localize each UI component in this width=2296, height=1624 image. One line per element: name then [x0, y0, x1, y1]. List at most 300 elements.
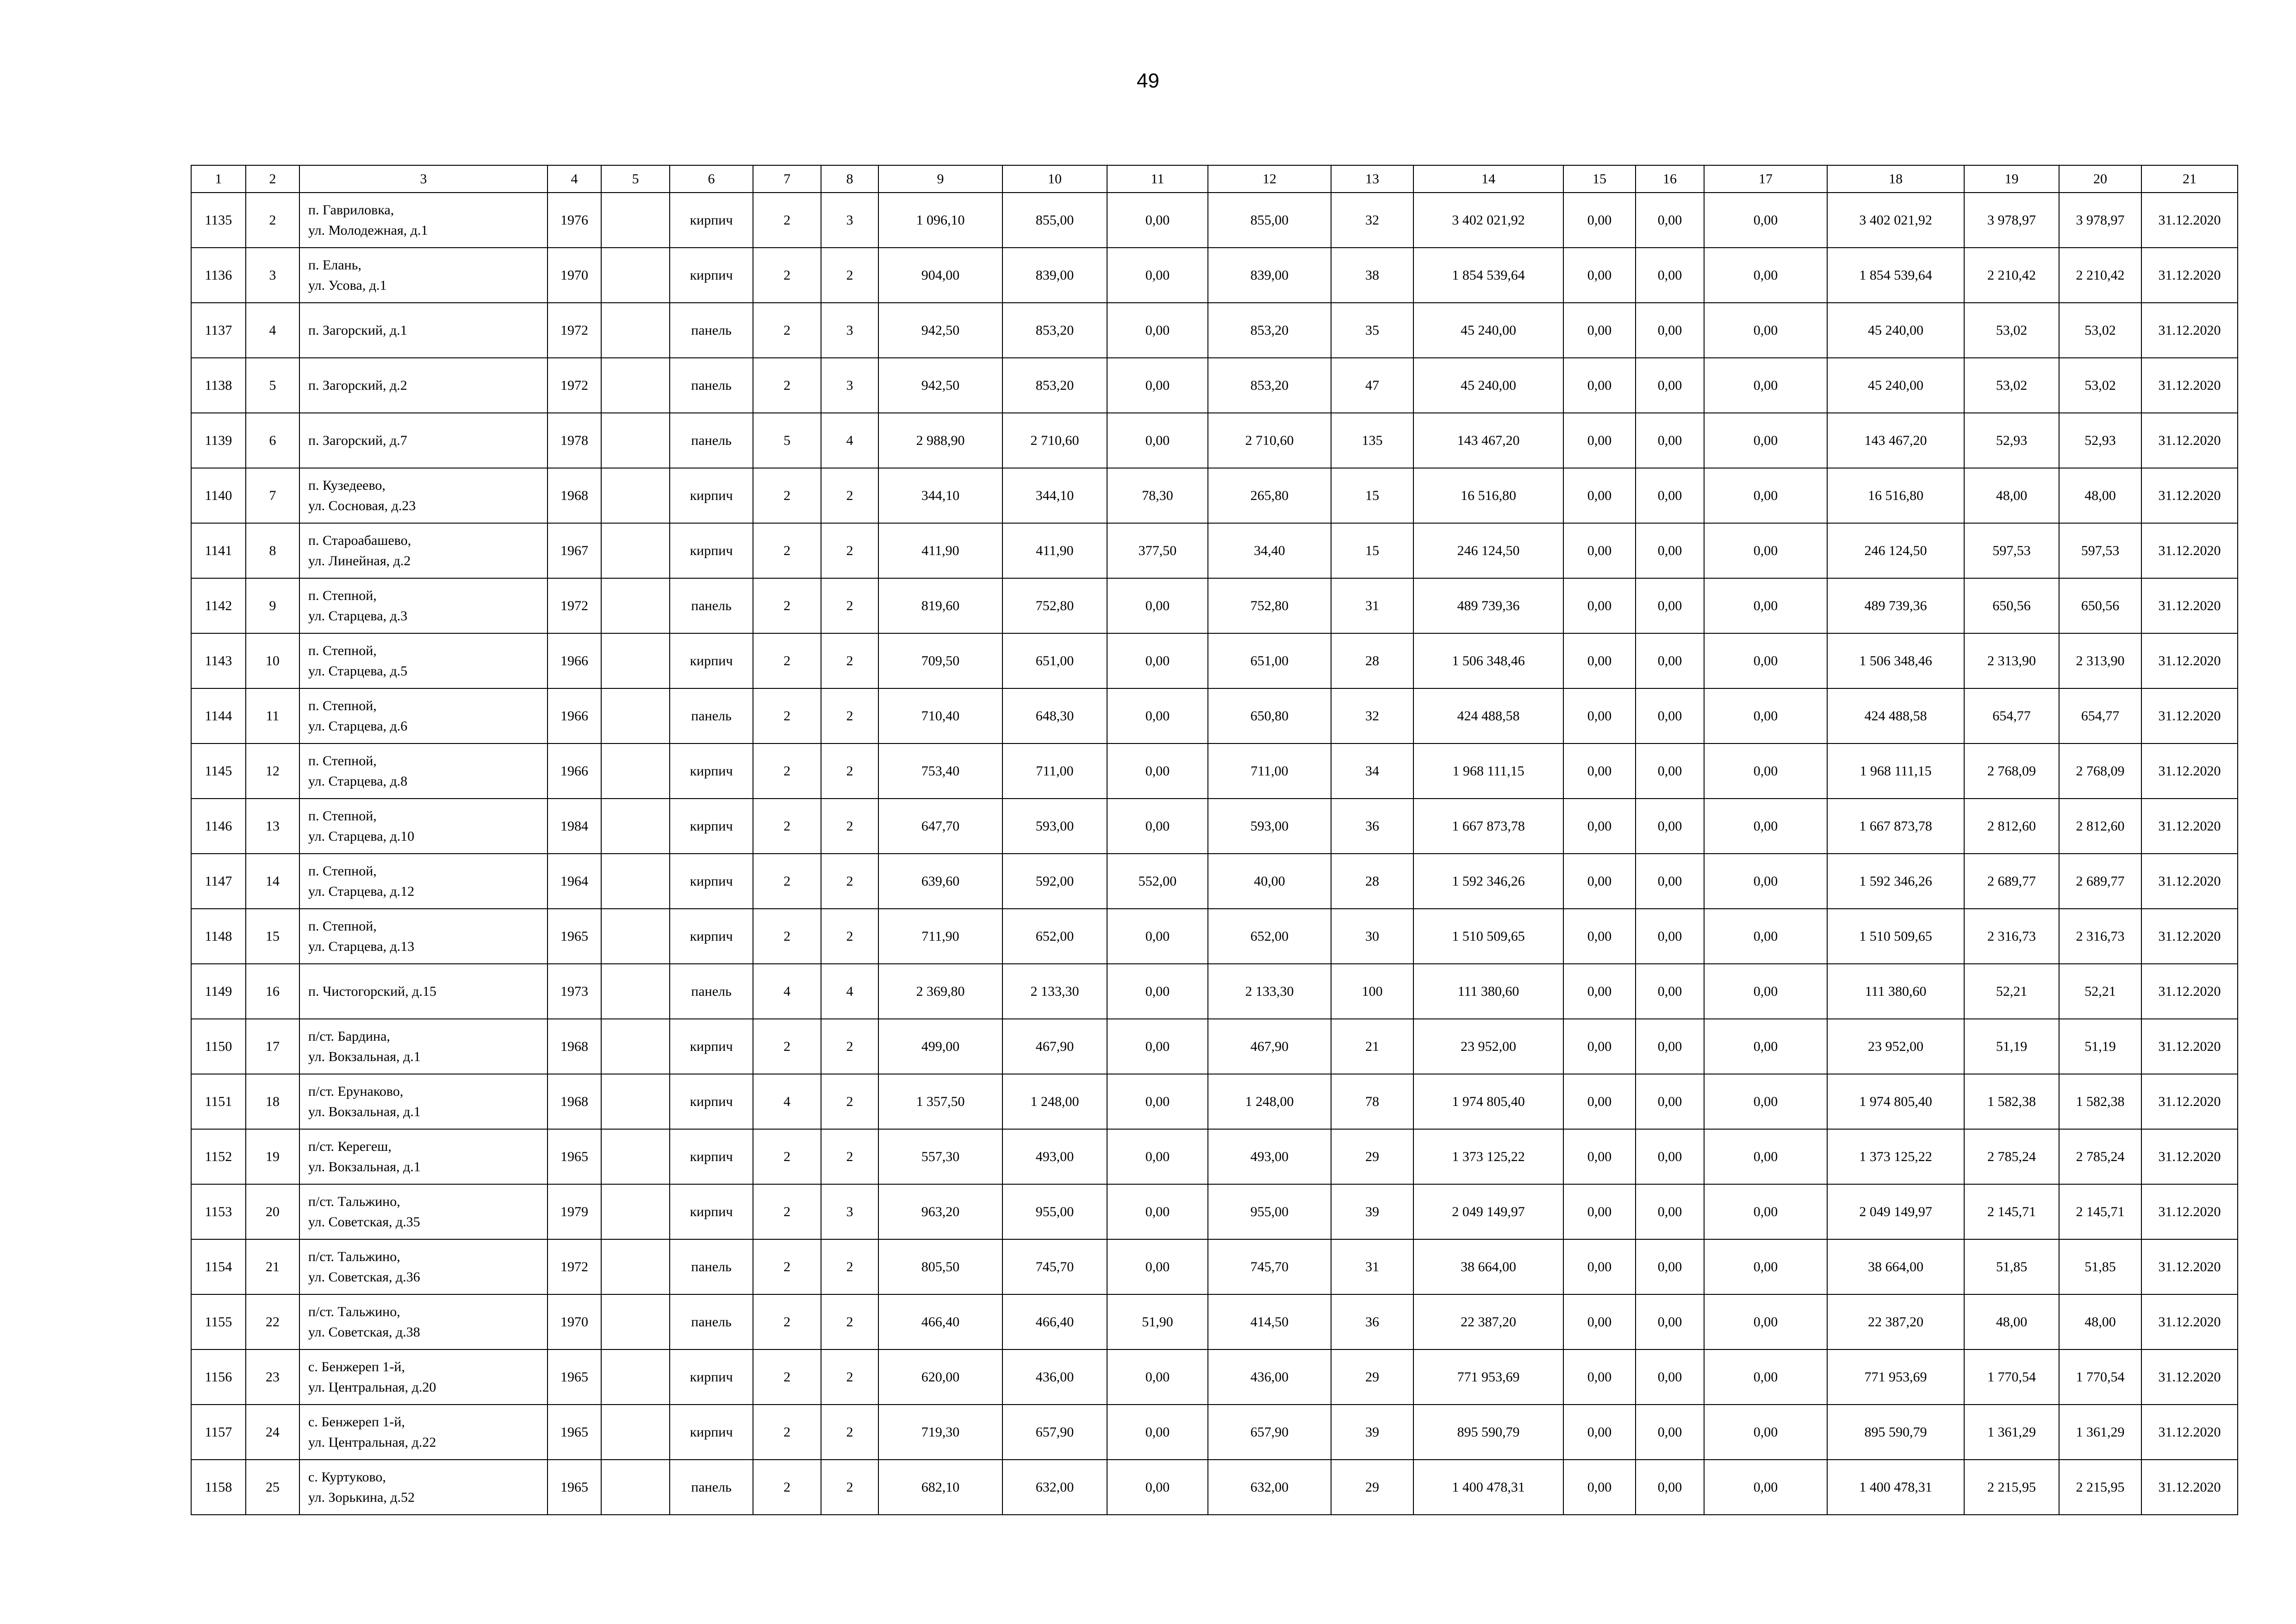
cell-col-15: 0,00 — [1563, 248, 1636, 303]
address-line-1: п/ст. Керегеш, — [308, 1139, 392, 1154]
cell-col-5 — [601, 1239, 670, 1294]
cell-col-7: 2 — [753, 1184, 821, 1239]
cell-col-10: 711,00 — [1002, 743, 1107, 799]
address-line-1: п. Елань, — [308, 257, 361, 273]
cell-col-8: 3 — [821, 358, 878, 413]
cell-col-8: 4 — [821, 413, 878, 468]
table-row — [191, 909, 2238, 964]
address-line-1: п. Степной, — [308, 588, 377, 603]
cell-col-5 — [601, 1074, 670, 1129]
cell-col-15: 0,00 — [1563, 303, 1636, 358]
cell-col-18: 45 240,00 — [1827, 358, 1964, 413]
cell-col-14: 38 664,00 — [1413, 1239, 1563, 1294]
cell-col-1: 1139 — [191, 413, 246, 468]
address-line-1: с. Бенжереп 1-й, — [308, 1359, 405, 1374]
cell-col-7: 2 — [753, 248, 821, 303]
cell-col-7: 4 — [753, 964, 821, 1019]
cell-col-7: 2 — [753, 1405, 821, 1460]
cell-col-7: 5 — [753, 413, 821, 468]
cell-col-14: 1 400 478,31 — [1413, 1460, 1563, 1515]
cell-col-2: 24 — [246, 1405, 299, 1460]
cell-col-12: 955,00 — [1208, 1184, 1331, 1239]
cell-col-7: 2 — [753, 799, 821, 854]
cell-col-13: 36 — [1331, 1294, 1413, 1349]
cell-col-1: 1152 — [191, 1129, 246, 1184]
cell-col-12: 853,20 — [1208, 303, 1331, 358]
cell-col-1: 1143 — [191, 633, 246, 688]
cell-col-7: 2 — [753, 1349, 821, 1405]
cell-col-16: 0,00 — [1636, 1184, 1704, 1239]
housing-register-table — [191, 165, 2238, 1515]
address-line-2: ул. Центральная, д.22 — [308, 1434, 436, 1450]
cell-col-2: 4 — [246, 303, 299, 358]
cell-col-6: панель — [670, 413, 753, 468]
cell-col-21: 31.12.2020 — [2141, 468, 2238, 523]
cell-col-2: 8 — [246, 523, 299, 578]
cell-col-1: 1146 — [191, 799, 246, 854]
cell-col-20: 2 689,77 — [2059, 854, 2141, 909]
cell-col-11: 552,00 — [1107, 854, 1208, 909]
cell-col-21: 31.12.2020 — [2141, 1405, 2238, 1460]
cell-col-6: панель — [670, 688, 753, 743]
cell-col-11: 0,00 — [1107, 1184, 1208, 1239]
column-header-12: 12 — [1208, 165, 1331, 193]
address-line-2: ул. Молодежная, д.1 — [308, 222, 428, 238]
cell-col-19: 1 582,38 — [1964, 1074, 2059, 1129]
cell-col-7: 2 — [753, 1129, 821, 1184]
cell-col-13: 28 — [1331, 633, 1413, 688]
cell-col-7: 2 — [753, 1239, 821, 1294]
cell-col-21: 31.12.2020 — [2141, 248, 2238, 303]
table-row — [191, 303, 2238, 358]
cell-col-8: 2 — [821, 1074, 878, 1129]
cell-col-9: 557,30 — [878, 1129, 1002, 1184]
cell-col-9: 499,00 — [878, 1019, 1002, 1074]
cell-col-5 — [601, 1294, 670, 1349]
cell-col-14: 246 124,50 — [1413, 523, 1563, 578]
cell-col-20: 51,85 — [2059, 1239, 2141, 1294]
cell-col-1: 1153 — [191, 1184, 246, 1239]
cell-col-2: 15 — [246, 909, 299, 964]
cell-col-18: 16 516,80 — [1827, 468, 1964, 523]
cell-col-17: 0,00 — [1704, 688, 1827, 743]
cell-col-9: 411,90 — [878, 523, 1002, 578]
cell-col-21: 31.12.2020 — [2141, 688, 2238, 743]
cell-col-18: 1 974 805,40 — [1827, 1074, 1964, 1129]
cell-col-2: 3 — [246, 248, 299, 303]
cell-col-11: 0,00 — [1107, 303, 1208, 358]
cell-col-10: 855,00 — [1002, 193, 1107, 248]
cell-col-8: 2 — [821, 1129, 878, 1184]
cell-col-18: 3 402 021,92 — [1827, 193, 1964, 248]
cell-col-11: 0,00 — [1107, 1019, 1208, 1074]
cell-col-12: 745,70 — [1208, 1239, 1331, 1294]
cell-col-21: 31.12.2020 — [2141, 743, 2238, 799]
table-row — [191, 1239, 2238, 1294]
table-row — [191, 193, 2238, 248]
table-row — [191, 854, 2238, 909]
cell-col-10: 657,90 — [1002, 1405, 1107, 1460]
address-cell — [299, 468, 548, 523]
cell-col-9: 963,20 — [878, 1184, 1002, 1239]
cell-col-7: 2 — [753, 358, 821, 413]
cell-col-1: 1144 — [191, 688, 246, 743]
address-line-2: ул. Линейная, д.2 — [308, 553, 411, 568]
cell-col-15: 0,00 — [1563, 358, 1636, 413]
cell-col-19: 2 145,71 — [1964, 1184, 2059, 1239]
table-row — [191, 358, 2238, 413]
column-header-18: 18 — [1827, 165, 1964, 193]
address-cell — [299, 1184, 548, 1239]
cell-col-6: кирпич — [670, 1129, 753, 1184]
cell-col-15: 0,00 — [1563, 413, 1636, 468]
cell-col-7: 2 — [753, 909, 821, 964]
cell-col-10: 436,00 — [1002, 1349, 1107, 1405]
cell-col-14: 1 667 873,78 — [1413, 799, 1563, 854]
address-line-2: ул. Вокзальная, д.1 — [308, 1104, 421, 1119]
cell-col-16: 0,00 — [1636, 633, 1704, 688]
cell-col-20: 650,56 — [2059, 578, 2141, 633]
cell-col-10: 853,20 — [1002, 358, 1107, 413]
cell-col-20: 52,21 — [2059, 964, 2141, 1019]
address-cell — [299, 1294, 548, 1349]
cell-col-15: 0,00 — [1563, 578, 1636, 633]
cell-col-12: 414,50 — [1208, 1294, 1331, 1349]
cell-col-16: 0,00 — [1636, 854, 1704, 909]
cell-col-21: 31.12.2020 — [2141, 964, 2238, 1019]
cell-col-1: 1158 — [191, 1460, 246, 1515]
cell-col-12: 711,00 — [1208, 743, 1331, 799]
cell-col-13: 29 — [1331, 1460, 1413, 1515]
address-line-1: п. Загорский, д.7 — [308, 432, 407, 448]
cell-col-4: 1976 — [548, 193, 601, 248]
address-line-1: п. Степной, — [308, 643, 377, 658]
cell-col-6: кирпич — [670, 799, 753, 854]
cell-col-17: 0,00 — [1704, 799, 1827, 854]
cell-col-2: 9 — [246, 578, 299, 633]
cell-col-6: кирпич — [670, 909, 753, 964]
address-cell — [299, 799, 548, 854]
cell-col-8: 4 — [821, 964, 878, 1019]
cell-col-5 — [601, 633, 670, 688]
cell-col-4: 1979 — [548, 1184, 601, 1239]
cell-col-7: 2 — [753, 1294, 821, 1349]
cell-col-15: 0,00 — [1563, 193, 1636, 248]
cell-col-17: 0,00 — [1704, 1294, 1827, 1349]
cell-col-8: 2 — [821, 523, 878, 578]
table-row — [191, 413, 2238, 468]
address-line-1: п. Кузедеево, — [308, 478, 386, 493]
cell-col-21: 31.12.2020 — [2141, 358, 2238, 413]
cell-col-9: 682,10 — [878, 1460, 1002, 1515]
cell-col-12: 652,00 — [1208, 909, 1331, 964]
cell-col-4: 1973 — [548, 964, 601, 1019]
cell-col-18: 1 667 873,78 — [1827, 799, 1964, 854]
address-line-1: п. Степной, — [308, 698, 377, 713]
address-line-2: ул. Старцева, д.6 — [308, 718, 408, 734]
cell-col-21: 31.12.2020 — [2141, 909, 2238, 964]
cell-col-19: 2 768,09 — [1964, 743, 2059, 799]
address-line-1: п. Староабашево, — [308, 533, 411, 548]
cell-col-19: 53,02 — [1964, 358, 2059, 413]
cell-col-21: 31.12.2020 — [2141, 854, 2238, 909]
cell-col-1: 1141 — [191, 523, 246, 578]
cell-col-11: 0,00 — [1107, 743, 1208, 799]
cell-col-9: 753,40 — [878, 743, 1002, 799]
cell-col-7: 2 — [753, 303, 821, 358]
cell-col-21: 31.12.2020 — [2141, 523, 2238, 578]
cell-col-15: 0,00 — [1563, 854, 1636, 909]
table-row — [191, 964, 2238, 1019]
cell-col-2: 10 — [246, 633, 299, 688]
cell-col-5 — [601, 1019, 670, 1074]
cell-col-21: 31.12.2020 — [2141, 578, 2238, 633]
cell-col-13: 15 — [1331, 468, 1413, 523]
cell-col-17: 0,00 — [1704, 633, 1827, 688]
cell-col-4: 1972 — [548, 358, 601, 413]
cell-col-8: 3 — [821, 193, 878, 248]
cell-col-19: 52,93 — [1964, 413, 2059, 468]
cell-col-16: 0,00 — [1636, 1405, 1704, 1460]
table-row — [191, 743, 2238, 799]
cell-col-19: 1 361,29 — [1964, 1405, 2059, 1460]
cell-col-2: 21 — [246, 1239, 299, 1294]
cell-col-11: 0,00 — [1107, 1129, 1208, 1184]
cell-col-20: 1 770,54 — [2059, 1349, 2141, 1405]
cell-col-19: 2 689,77 — [1964, 854, 2059, 909]
column-number-row — [191, 165, 2238, 193]
address-cell — [299, 578, 548, 633]
cell-col-6: кирпич — [670, 248, 753, 303]
cell-col-19: 51,19 — [1964, 1019, 2059, 1074]
cell-col-19: 2 316,73 — [1964, 909, 2059, 964]
cell-col-10: 853,20 — [1002, 303, 1107, 358]
address-line-2: ул. Старцева, д.3 — [308, 608, 408, 624]
cell-col-14: 1 510 509,65 — [1413, 909, 1563, 964]
address-cell — [299, 1129, 548, 1184]
cell-col-15: 0,00 — [1563, 743, 1636, 799]
cell-col-10: 1 248,00 — [1002, 1074, 1107, 1129]
cell-col-4: 1966 — [548, 743, 601, 799]
address-line-1: п/ст. Тальжино, — [308, 1249, 400, 1264]
cell-col-18: 1 506 348,46 — [1827, 633, 1964, 688]
cell-col-1: 1142 — [191, 578, 246, 633]
cell-col-4: 1972 — [548, 578, 601, 633]
cell-col-14: 16 516,80 — [1413, 468, 1563, 523]
column-header-20: 20 — [2059, 165, 2141, 193]
cell-col-10: 955,00 — [1002, 1184, 1107, 1239]
cell-col-20: 2 785,24 — [2059, 1129, 2141, 1184]
cell-col-15: 0,00 — [1563, 1184, 1636, 1239]
cell-col-14: 1 974 805,40 — [1413, 1074, 1563, 1129]
address-cell — [299, 964, 548, 1019]
address-cell — [299, 248, 548, 303]
cell-col-7: 2 — [753, 854, 821, 909]
cell-col-9: 942,50 — [878, 303, 1002, 358]
cell-col-7: 2 — [753, 688, 821, 743]
cell-col-16: 0,00 — [1636, 1294, 1704, 1349]
cell-col-1: 1155 — [191, 1294, 246, 1349]
cell-col-4: 1965 — [548, 1460, 601, 1515]
cell-col-16: 0,00 — [1636, 743, 1704, 799]
cell-col-15: 0,00 — [1563, 964, 1636, 1019]
cell-col-9: 709,50 — [878, 633, 1002, 688]
cell-col-21: 31.12.2020 — [2141, 1019, 2238, 1074]
cell-col-12: 657,90 — [1208, 1405, 1331, 1460]
cell-col-17: 0,00 — [1704, 1239, 1827, 1294]
cell-col-19: 48,00 — [1964, 468, 2059, 523]
cell-col-17: 0,00 — [1704, 1460, 1827, 1515]
cell-col-4: 1968 — [548, 468, 601, 523]
cell-col-19: 2 785,24 — [1964, 1129, 2059, 1184]
cell-col-1: 1150 — [191, 1019, 246, 1074]
cell-col-11: 51,90 — [1107, 1294, 1208, 1349]
cell-col-15: 0,00 — [1563, 1294, 1636, 1349]
address-cell — [299, 1019, 548, 1074]
cell-col-8: 2 — [821, 909, 878, 964]
cell-col-21: 31.12.2020 — [2141, 1074, 2238, 1129]
cell-col-4: 1966 — [548, 688, 601, 743]
cell-col-13: 29 — [1331, 1129, 1413, 1184]
table-row — [191, 1294, 2238, 1349]
cell-col-12: 752,80 — [1208, 578, 1331, 633]
cell-col-4: 1964 — [548, 854, 601, 909]
table-row — [191, 1184, 2238, 1239]
cell-col-10: 2 710,60 — [1002, 413, 1107, 468]
cell-col-17: 0,00 — [1704, 909, 1827, 964]
cell-col-15: 0,00 — [1563, 523, 1636, 578]
address-line-2: ул. Зорькина, д.52 — [308, 1489, 415, 1505]
cell-col-20: 52,93 — [2059, 413, 2141, 468]
cell-col-1: 1135 — [191, 193, 246, 248]
cell-col-17: 0,00 — [1704, 468, 1827, 523]
cell-col-10: 752,80 — [1002, 578, 1107, 633]
cell-col-14: 3 402 021,92 — [1413, 193, 1563, 248]
address-line-2: ул. Советская, д.38 — [308, 1324, 420, 1340]
cell-col-8: 2 — [821, 1294, 878, 1349]
cell-col-9: 1 357,50 — [878, 1074, 1002, 1129]
cell-col-15: 0,00 — [1563, 1074, 1636, 1129]
cell-col-1: 1147 — [191, 854, 246, 909]
cell-col-6: панель — [670, 1239, 753, 1294]
cell-col-14: 771 953,69 — [1413, 1349, 1563, 1405]
cell-col-16: 0,00 — [1636, 1074, 1704, 1129]
cell-col-1: 1151 — [191, 1074, 246, 1129]
cell-col-4: 1978 — [548, 413, 601, 468]
cell-col-14: 1 968 111,15 — [1413, 743, 1563, 799]
cell-col-21: 31.12.2020 — [2141, 303, 2238, 358]
cell-col-10: 632,00 — [1002, 1460, 1107, 1515]
cell-col-9: 344,10 — [878, 468, 1002, 523]
cell-col-20: 1 582,38 — [2059, 1074, 2141, 1129]
cell-col-15: 0,00 — [1563, 1460, 1636, 1515]
cell-col-13: 31 — [1331, 578, 1413, 633]
cell-col-19: 2 210,42 — [1964, 248, 2059, 303]
cell-col-16: 0,00 — [1636, 303, 1704, 358]
cell-col-9: 710,40 — [878, 688, 1002, 743]
cell-col-5 — [601, 193, 670, 248]
cell-col-2: 20 — [246, 1184, 299, 1239]
cell-col-14: 143 467,20 — [1413, 413, 1563, 468]
cell-col-17: 0,00 — [1704, 964, 1827, 1019]
column-header-15: 15 — [1563, 165, 1636, 193]
cell-col-15: 0,00 — [1563, 688, 1636, 743]
cell-col-21: 31.12.2020 — [2141, 1184, 2238, 1239]
cell-col-13: 100 — [1331, 964, 1413, 1019]
cell-col-6: кирпич — [670, 468, 753, 523]
table-row — [191, 1460, 2238, 1515]
cell-col-5 — [601, 358, 670, 413]
cell-col-2: 18 — [246, 1074, 299, 1129]
cell-col-21: 31.12.2020 — [2141, 633, 2238, 688]
cell-col-14: 23 952,00 — [1413, 1019, 1563, 1074]
cell-col-5 — [601, 743, 670, 799]
cell-col-1: 1137 — [191, 303, 246, 358]
cell-col-2: 6 — [246, 413, 299, 468]
table-row — [191, 633, 2238, 688]
cell-col-16: 0,00 — [1636, 523, 1704, 578]
cell-col-2: 12 — [246, 743, 299, 799]
column-header-19: 19 — [1964, 165, 2059, 193]
column-header-3: 3 — [299, 165, 548, 193]
table-row — [191, 1129, 2238, 1184]
cell-col-12: 651,00 — [1208, 633, 1331, 688]
cell-col-12: 436,00 — [1208, 1349, 1331, 1405]
cell-col-14: 22 387,20 — [1413, 1294, 1563, 1349]
cell-col-5 — [601, 1349, 670, 1405]
cell-col-1: 1145 — [191, 743, 246, 799]
cell-col-8: 2 — [821, 688, 878, 743]
cell-col-9: 942,50 — [878, 358, 1002, 413]
cell-col-6: кирпич — [670, 1405, 753, 1460]
cell-col-8: 2 — [821, 468, 878, 523]
cell-col-14: 1 854 539,64 — [1413, 248, 1563, 303]
cell-col-20: 48,00 — [2059, 468, 2141, 523]
cell-col-16: 0,00 — [1636, 1460, 1704, 1515]
table-row — [191, 468, 2238, 523]
address-line-2: ул. Старцева, д.5 — [308, 663, 408, 679]
cell-col-14: 45 240,00 — [1413, 358, 1563, 413]
cell-col-15: 0,00 — [1563, 1349, 1636, 1405]
table-row — [191, 799, 2238, 854]
cell-col-20: 2 210,42 — [2059, 248, 2141, 303]
address-line-1: п/ст. Ерунаково, — [308, 1084, 404, 1099]
cell-col-4: 1972 — [548, 1239, 601, 1294]
cell-col-5 — [601, 468, 670, 523]
cell-col-18: 895 590,79 — [1827, 1405, 1964, 1460]
cell-col-2: 19 — [246, 1129, 299, 1184]
cell-col-1: 1148 — [191, 909, 246, 964]
cell-col-9: 2 369,80 — [878, 964, 1002, 1019]
cell-col-17: 0,00 — [1704, 1129, 1827, 1184]
cell-col-5 — [601, 1184, 670, 1239]
column-header-4: 4 — [548, 165, 601, 193]
cell-col-2: 2 — [246, 193, 299, 248]
cell-col-16: 0,00 — [1636, 1239, 1704, 1294]
address-line-1: п. Степной, — [308, 808, 377, 824]
cell-col-1: 1149 — [191, 964, 246, 1019]
table-row — [191, 688, 2238, 743]
cell-col-14: 111 380,60 — [1413, 964, 1563, 1019]
cell-col-10: 493,00 — [1002, 1129, 1107, 1184]
cell-col-20: 2 768,09 — [2059, 743, 2141, 799]
cell-col-7: 2 — [753, 193, 821, 248]
cell-col-8: 2 — [821, 1405, 878, 1460]
cell-col-19: 654,77 — [1964, 688, 2059, 743]
column-header-10: 10 — [1002, 165, 1107, 193]
cell-col-11: 0,00 — [1107, 1460, 1208, 1515]
cell-col-15: 0,00 — [1563, 1129, 1636, 1184]
